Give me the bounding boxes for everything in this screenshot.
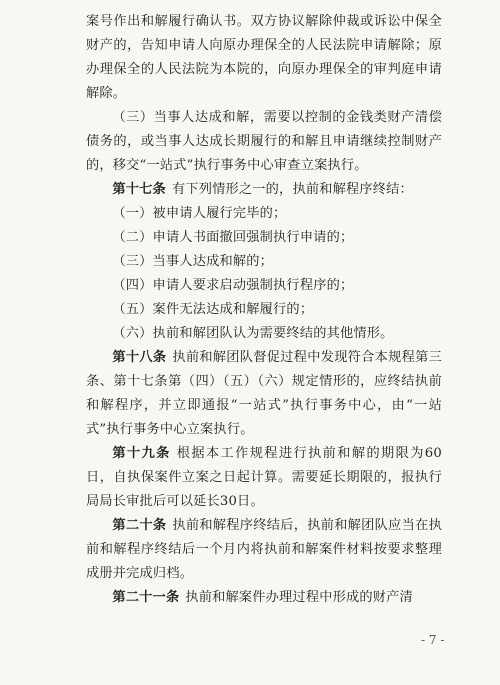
article-20-text: 执前和解程序终结后，执前和解团队应当在执前和解程序终结后一个月内将执前和解案件材料按要求整理成册并完成归档。 bbox=[86, 518, 442, 581]
paragraph-1: 案号作出和解履行确认书。双方协议解除仲裁或诉讼中保全财产的，告知申请人向原办理保全的人民法院申请解除；原办理保全的人民法院为本院的，向原办理保全的审判庭申请解除。 bbox=[86, 14, 442, 101]
article-17-text: 有下列情形之一的，执前和解程序终结： bbox=[171, 182, 413, 197]
list-item-3: （三）当事人达成和解的； bbox=[112, 254, 274, 269]
article-21-text: 执前和解案件办理过程中形成的财产清 bbox=[185, 590, 413, 605]
page-number: - 7 - bbox=[421, 633, 445, 647]
article-21 bbox=[86, 586, 442, 610]
article-18-text: 执前和解团队督促过程中发现符合本规程第三条、第十七条第（四）（五）（六）规定情形的，应终结执前和解程序，并立即通报“一站式”执行事务中心，由“一站式”执行事务中心立案执行。 bbox=[86, 350, 442, 437]
list-item-6: （六）执前和解团队认为需要终结的其他情形。 bbox=[112, 326, 394, 341]
list-item-1: （一）被申请人履行完毕的； bbox=[112, 206, 287, 221]
article-17 bbox=[86, 178, 442, 202]
document-body bbox=[86, 10, 442, 610]
paragraph-2: （三）当事人达成和解，需要以控制的金钱类财产清偿债务的，或当事人达成长期履行的和解且申请继续控制财产的，移交“一站式”执行事务中心审查立案执行。 bbox=[86, 110, 442, 173]
article-17-number: 第十七条 bbox=[112, 182, 166, 197]
article-19-number: 第十九条 bbox=[112, 446, 171, 461]
article-19-text: 根据本工作规程进行执前和解的期限为60日，自执保案件立案之日起计算。需要延长期限的，报执行局局长审批后可以延长30日。 bbox=[86, 446, 442, 509]
article-19 bbox=[86, 442, 442, 514]
article-20 bbox=[86, 514, 442, 586]
article-20-number: 第二十条 bbox=[112, 518, 167, 533]
article-18 bbox=[86, 346, 442, 442]
article-21-number: 第二十一条 bbox=[112, 590, 180, 605]
article-18-number: 第十八条 bbox=[112, 350, 167, 365]
list-item-5: （五）案件无法达成和解履行的； bbox=[112, 302, 314, 317]
list-item-2: （二）申请人书面撤回强制执行申请的； bbox=[112, 230, 354, 245]
list-item-4: （四）申请人要求启动强制执行程序的； bbox=[112, 278, 354, 293]
